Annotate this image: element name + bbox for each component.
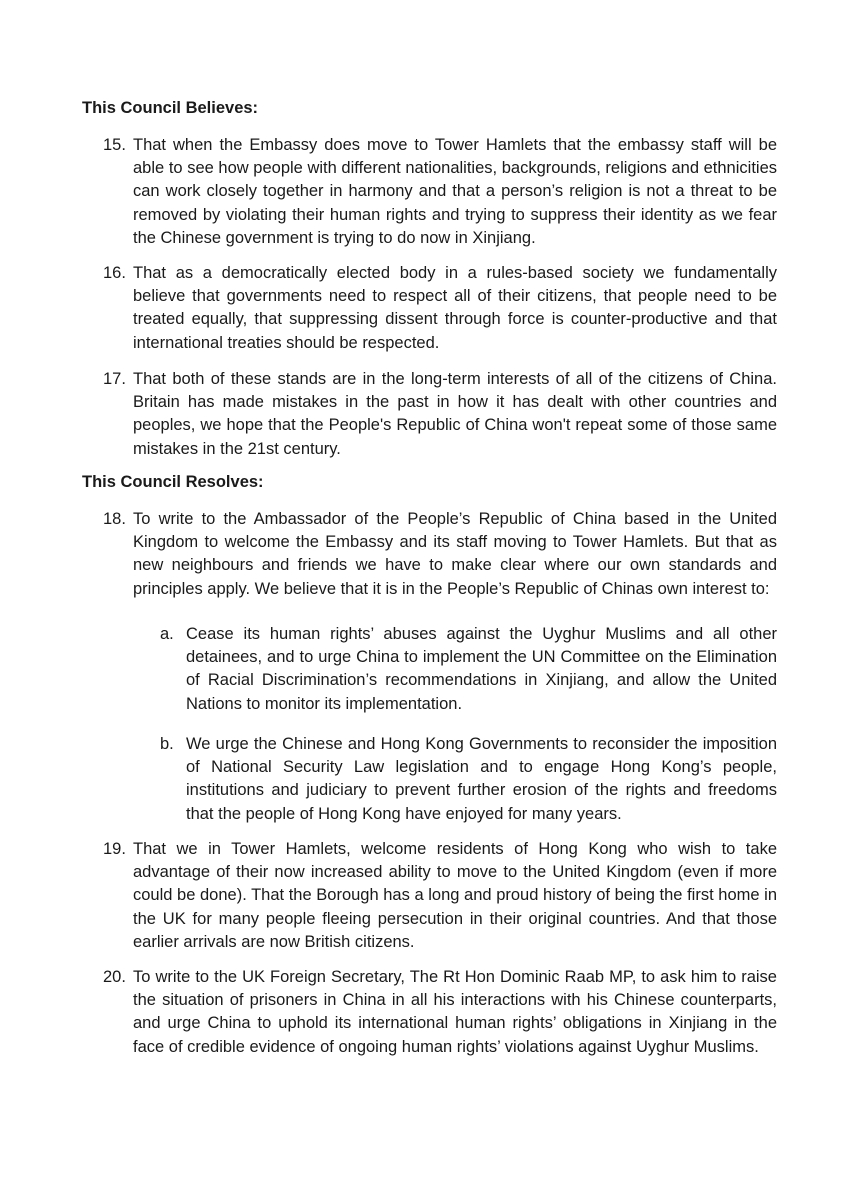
believes-heading: This Council Believes: [82, 99, 259, 117]
item-text: That we in Tower Hamlets, welcome residents of Hong Kong who wish to take advantage of their now increased ability to move to the United Kingdom (even if more could be done). That the Borough has a long and proud history of being the first home in the UK for many people fleeing persecution in their original countries. And that those earlier arrivals are now British citizens. [133, 840, 777, 951]
list-item-15 [103, 134, 777, 250]
item-number: 19. [103, 840, 126, 858]
list-item-18 [103, 508, 777, 601]
list-item-17 [103, 368, 777, 461]
item-text: That when the Embassy does move to Tower Hamlets that the embassy staff will be able to see how people with different nationalities, backgrounds, religions and ethnicities can work closely together in harmony and that a person’s religion is not a threat to be removed by violating their human rights and trying to suppress their identity as we fear the Chinese government is trying to do now in Xinjiang. [133, 136, 777, 247]
sub-item-text: Cease its human rights’ abuses against the Uyghur Muslims and all other detainees, and to urge China to implement the UN Committee on the Elimination of Racial Discrimination’s recommendations in Xinjiang, and allow the United Nations to monitor its implementation. [186, 625, 777, 713]
item-text: That as a democratically elected body in a rules-based society we fundamentally believe that governments need to respect all of their citizens, that people need to be treated equally, that suppressing dissent through force is counter-productive and that international treaties should be respected. [133, 264, 777, 352]
sub-item-text: We urge the Chinese and Hong Kong Governments to reconsider the imposition of National Security Law legislation and to engage Hong Kong’s people, institutions and judiciary to prevent further erosion of the rights and freedoms that the people of Hong Kong have enjoyed for many years. [186, 735, 777, 823]
item-number: 16. [103, 264, 126, 282]
list-item-19 [103, 838, 777, 954]
list-item-20 [103, 966, 777, 1059]
sub-item-letter: b. [160, 735, 174, 753]
sub-item-a [160, 623, 777, 716]
item-text: To write to the UK Foreign Secretary, The Rt Hon Dominic Raab MP, to ask him to raise the situation of prisoners in China in all his interactions with his Chinese counterparts, and urge China to uphold its international human rights’ obligations in Xinjiang in the face of credible evidence of ongoing human rights’ violations against Uyghur Muslims. [133, 968, 777, 1056]
item-number: 17. [103, 370, 126, 388]
sub-item-letter: a. [160, 625, 174, 643]
item-text: That both of these stands are in the long-term interests of all of the citizens of China. Britain has made mistakes in the past in how it has dealt with other countries and peoples, we hope that the People's Republic of China won't repeat some of those same mistakes in the 21st century. [133, 370, 777, 458]
item-text: To write to the Ambassador of the People’s Republic of China based in the United Kingdom to welcome the Embassy and its staff moving to Tower Hamlets. But that as new neighbours and friends we have to make clear where our own standards and principles apply. We believe that it is in the People’s Republic of Chinas own interest to: [133, 510, 777, 598]
sub-item-b [160, 733, 777, 826]
item-number: 18. [103, 510, 126, 528]
item-number: 15. [103, 136, 126, 154]
list-item-16 [103, 262, 777, 355]
resolves-heading: This Council Resolves: [82, 473, 264, 491]
item-number: 20. [103, 968, 126, 986]
